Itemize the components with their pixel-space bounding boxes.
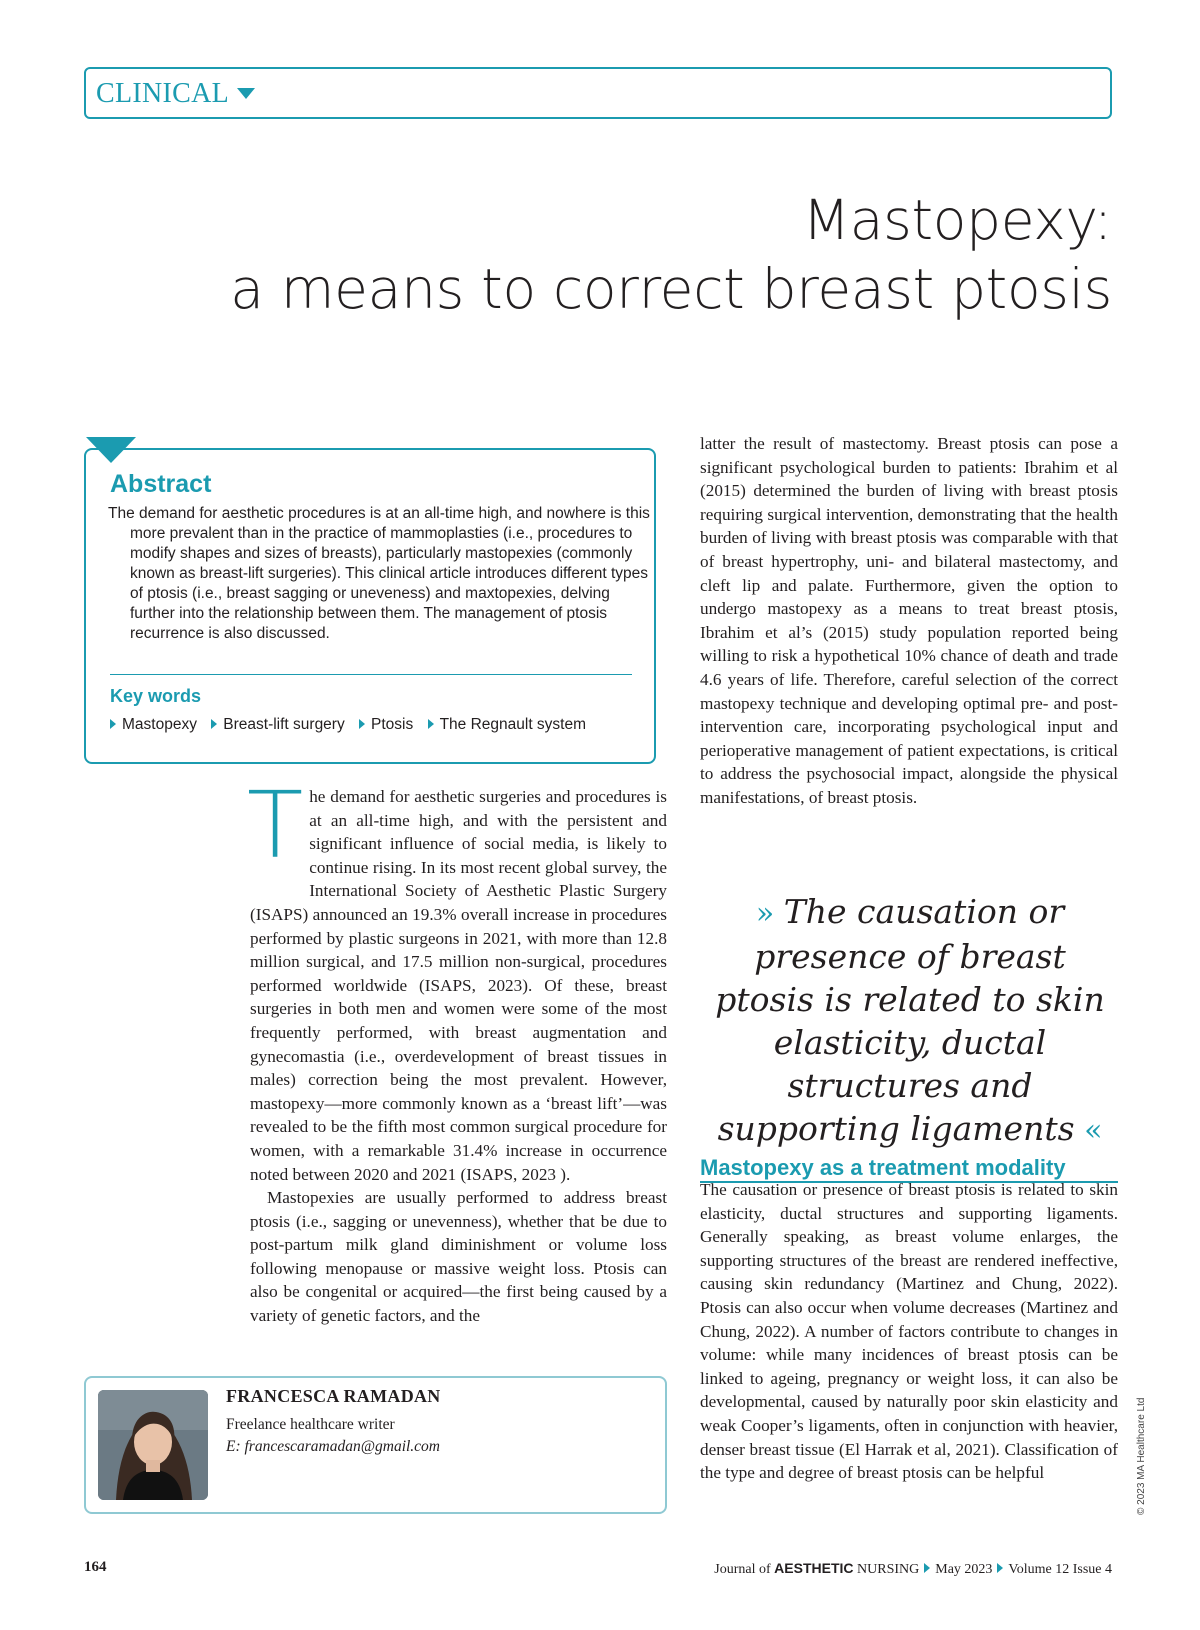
triangle-bullet-icon	[211, 719, 217, 729]
section-label-text: CLINICAL	[96, 78, 230, 109]
author-photo	[98, 1390, 208, 1500]
page-number: 164	[84, 1559, 107, 1575]
close-quote-icon: «	[1074, 1113, 1103, 1148]
triangle-separator-icon	[924, 1563, 930, 1573]
open-quote-icon: »	[755, 896, 784, 931]
journal-footer	[714, 1560, 1112, 1578]
triangle-bullet-icon	[359, 719, 365, 729]
author-portrait-icon	[98, 1390, 208, 1500]
keywords-heading: Key words	[110, 686, 202, 706]
author-email: E: francescaramadan@gmail.com	[226, 1438, 441, 1455]
body-column-right-bottom	[700, 1178, 1118, 1485]
volume-issue: Volume 12 Issue 4	[1008, 1562, 1112, 1577]
abstract-text: The demand for aesthetic procedures is at an all-time high, and nowhere is this more prevalent than in the practice of mammoplasties (i.e., procedures to modify shapes and sizes of breasts), particularly mastopexies (commonly known as breast-lift surgeries). This clinical article introduces different types of ptosis (i.e., breast sagging or uneveness) and maxtopexies, delving further into the relationship between them. The management of ptosis recurrence is also discussed.	[108, 505, 650, 642]
title-line-2: a means to correct breast ptosis	[230, 257, 1112, 321]
keyword-label: The Regnault system	[439, 716, 587, 733]
pull-quote-text: The causation or presence of breast ptosis is related to skin elasticity, ductal structures and supporting ligaments	[715, 892, 1105, 1148]
drop-cap: T	[247, 772, 304, 879]
section-subheading: Mastopexy as a treatment modality	[700, 1155, 1118, 1183]
body-paragraph-3: latter the result of mastectomy. Breast ptosis can pose a significant psychological burden to patients: Ibrahim et al (2015) determined the burden of living with breast ptosis requiring surgical intervention, demonstrating that the health burden of living with breast ptosis was comparable with that of breast hypertrophy, uni- and bilateral mastectomy, and cleft lip and palate. Furthermore, given the option to undergo mastopexy as a means to treat breast ptosis, Ibrahim et al’s (2015) study population reported being willing to risk a hypothetical 10% chance of death and trade 4.6 years of life. Therefore, careful selection of the correct mastopexy technique and developing optimal pre- and post-intervention care, incorporating psychological input and perioperative management of patient expectations, is critical to address the psychosocial impact, alongside the physical manifestations, of breast ptosis.	[700, 434, 1118, 807]
article-title	[230, 186, 1112, 324]
keywords-list	[110, 716, 596, 734]
section-label	[96, 78, 255, 110]
body-column-left	[247, 772, 667, 1328]
abstract-divider	[110, 674, 632, 675]
triangle-bullet-icon	[110, 719, 116, 729]
body-paragraph-4: The causation or presence of breast ptosis is related to skin elasticity, ductal structures and supporting ligaments. Generally speaking, as breast volume enlarges, the supporting structures of the breast are rendered ineffective, causing skin redundancy (Martinez and Chung, 2022). Ptosis can also occur when volume decreases (Martinez and Chung, 2022). A number of factors contribute to changes in volume: while many incidences of breast ptosis can be linked to ageing, pregnancy or weight loss, it can also be developmental, caused by naturally poor skin elasticity and weak Cooper’s ligaments, often in conjunction with heavier, denser breast tissue (El Harrak et al, 2021). Classification of the type and degree of breast ptosis can be helpful	[700, 1180, 1118, 1483]
keyword-label: Mastopexy	[122, 716, 197, 733]
body-column-right-top	[700, 432, 1118, 810]
copyright-notice: © 2023 MA Healthcare Ltd	[1136, 1397, 1147, 1515]
triangle-bullet-icon	[428, 719, 434, 729]
abstract-notch-icon	[86, 437, 136, 463]
keyword-item	[211, 716, 344, 734]
keyword-item	[359, 716, 413, 734]
journal-prefix: Journal of	[714, 1562, 775, 1577]
section-header-bar	[84, 67, 1112, 119]
caret-down-icon	[237, 88, 255, 99]
journal-brand: AESTHETIC	[774, 1560, 854, 1576]
journal-suffix: NURSING	[853, 1562, 920, 1577]
pull-quote	[706, 890, 1114, 1152]
author-role: Freelance healthcare writer	[226, 1416, 395, 1433]
keyword-label: Breast-lift surgery	[223, 716, 345, 733]
keyword-item	[428, 716, 586, 734]
title-line-1: Mastopexy:	[802, 188, 1112, 252]
author-box	[84, 1376, 667, 1514]
body-paragraph-1	[247, 772, 667, 1186]
issue-date: May 2023	[935, 1562, 993, 1577]
body-paragraph-2: Mastopexies are usually performed to address breast ptosis (i.e., sagging or unevenness), whether that be due to post-partum milk gland diminishment or volume loss following menopause or massive weight loss. Ptosis can also be congenital or acquired—the first being caused by a variety of genetic factors, and the	[250, 1188, 667, 1326]
triangle-separator-icon	[997, 1563, 1003, 1573]
keyword-item	[110, 716, 197, 734]
body-paragraph-1-text: he demand for aesthetic surgeries and procedures is at an all-time high, and with the persistent and significant influence of social media, is likely to continue rising. In its most recent global survey, the International Society of Aesthetic Plastic Surgery (ISAPS) announced an 19.3% overall increase in procedures performed by plastic surgeons in 2021, with more than 12.8 million surgical, and 17.5 million non-surgical, procedures performed worldwide (ISAPS, 2023). Of these, breast surgeries in both men and women were some of the most frequently performed, with breast augmentation and gynecomastia (i.e., overdevelopment of breast tissues in males) correction being the most prevalent. However, mastopexy—more commonly known as a ‘breast lift’—was revealed to be the fifth most common surgical procedure for women, with a remarkable 31.4% increase in occurrence noted between 2020 and 2021 (ISAPS, 2023 ).	[250, 787, 667, 1184]
keyword-label: Ptosis	[371, 716, 414, 733]
abstract-heading: Abstract	[110, 470, 212, 498]
abstract-box	[84, 448, 656, 764]
author-name: FRANCESCA RAMADAN	[226, 1386, 441, 1406]
